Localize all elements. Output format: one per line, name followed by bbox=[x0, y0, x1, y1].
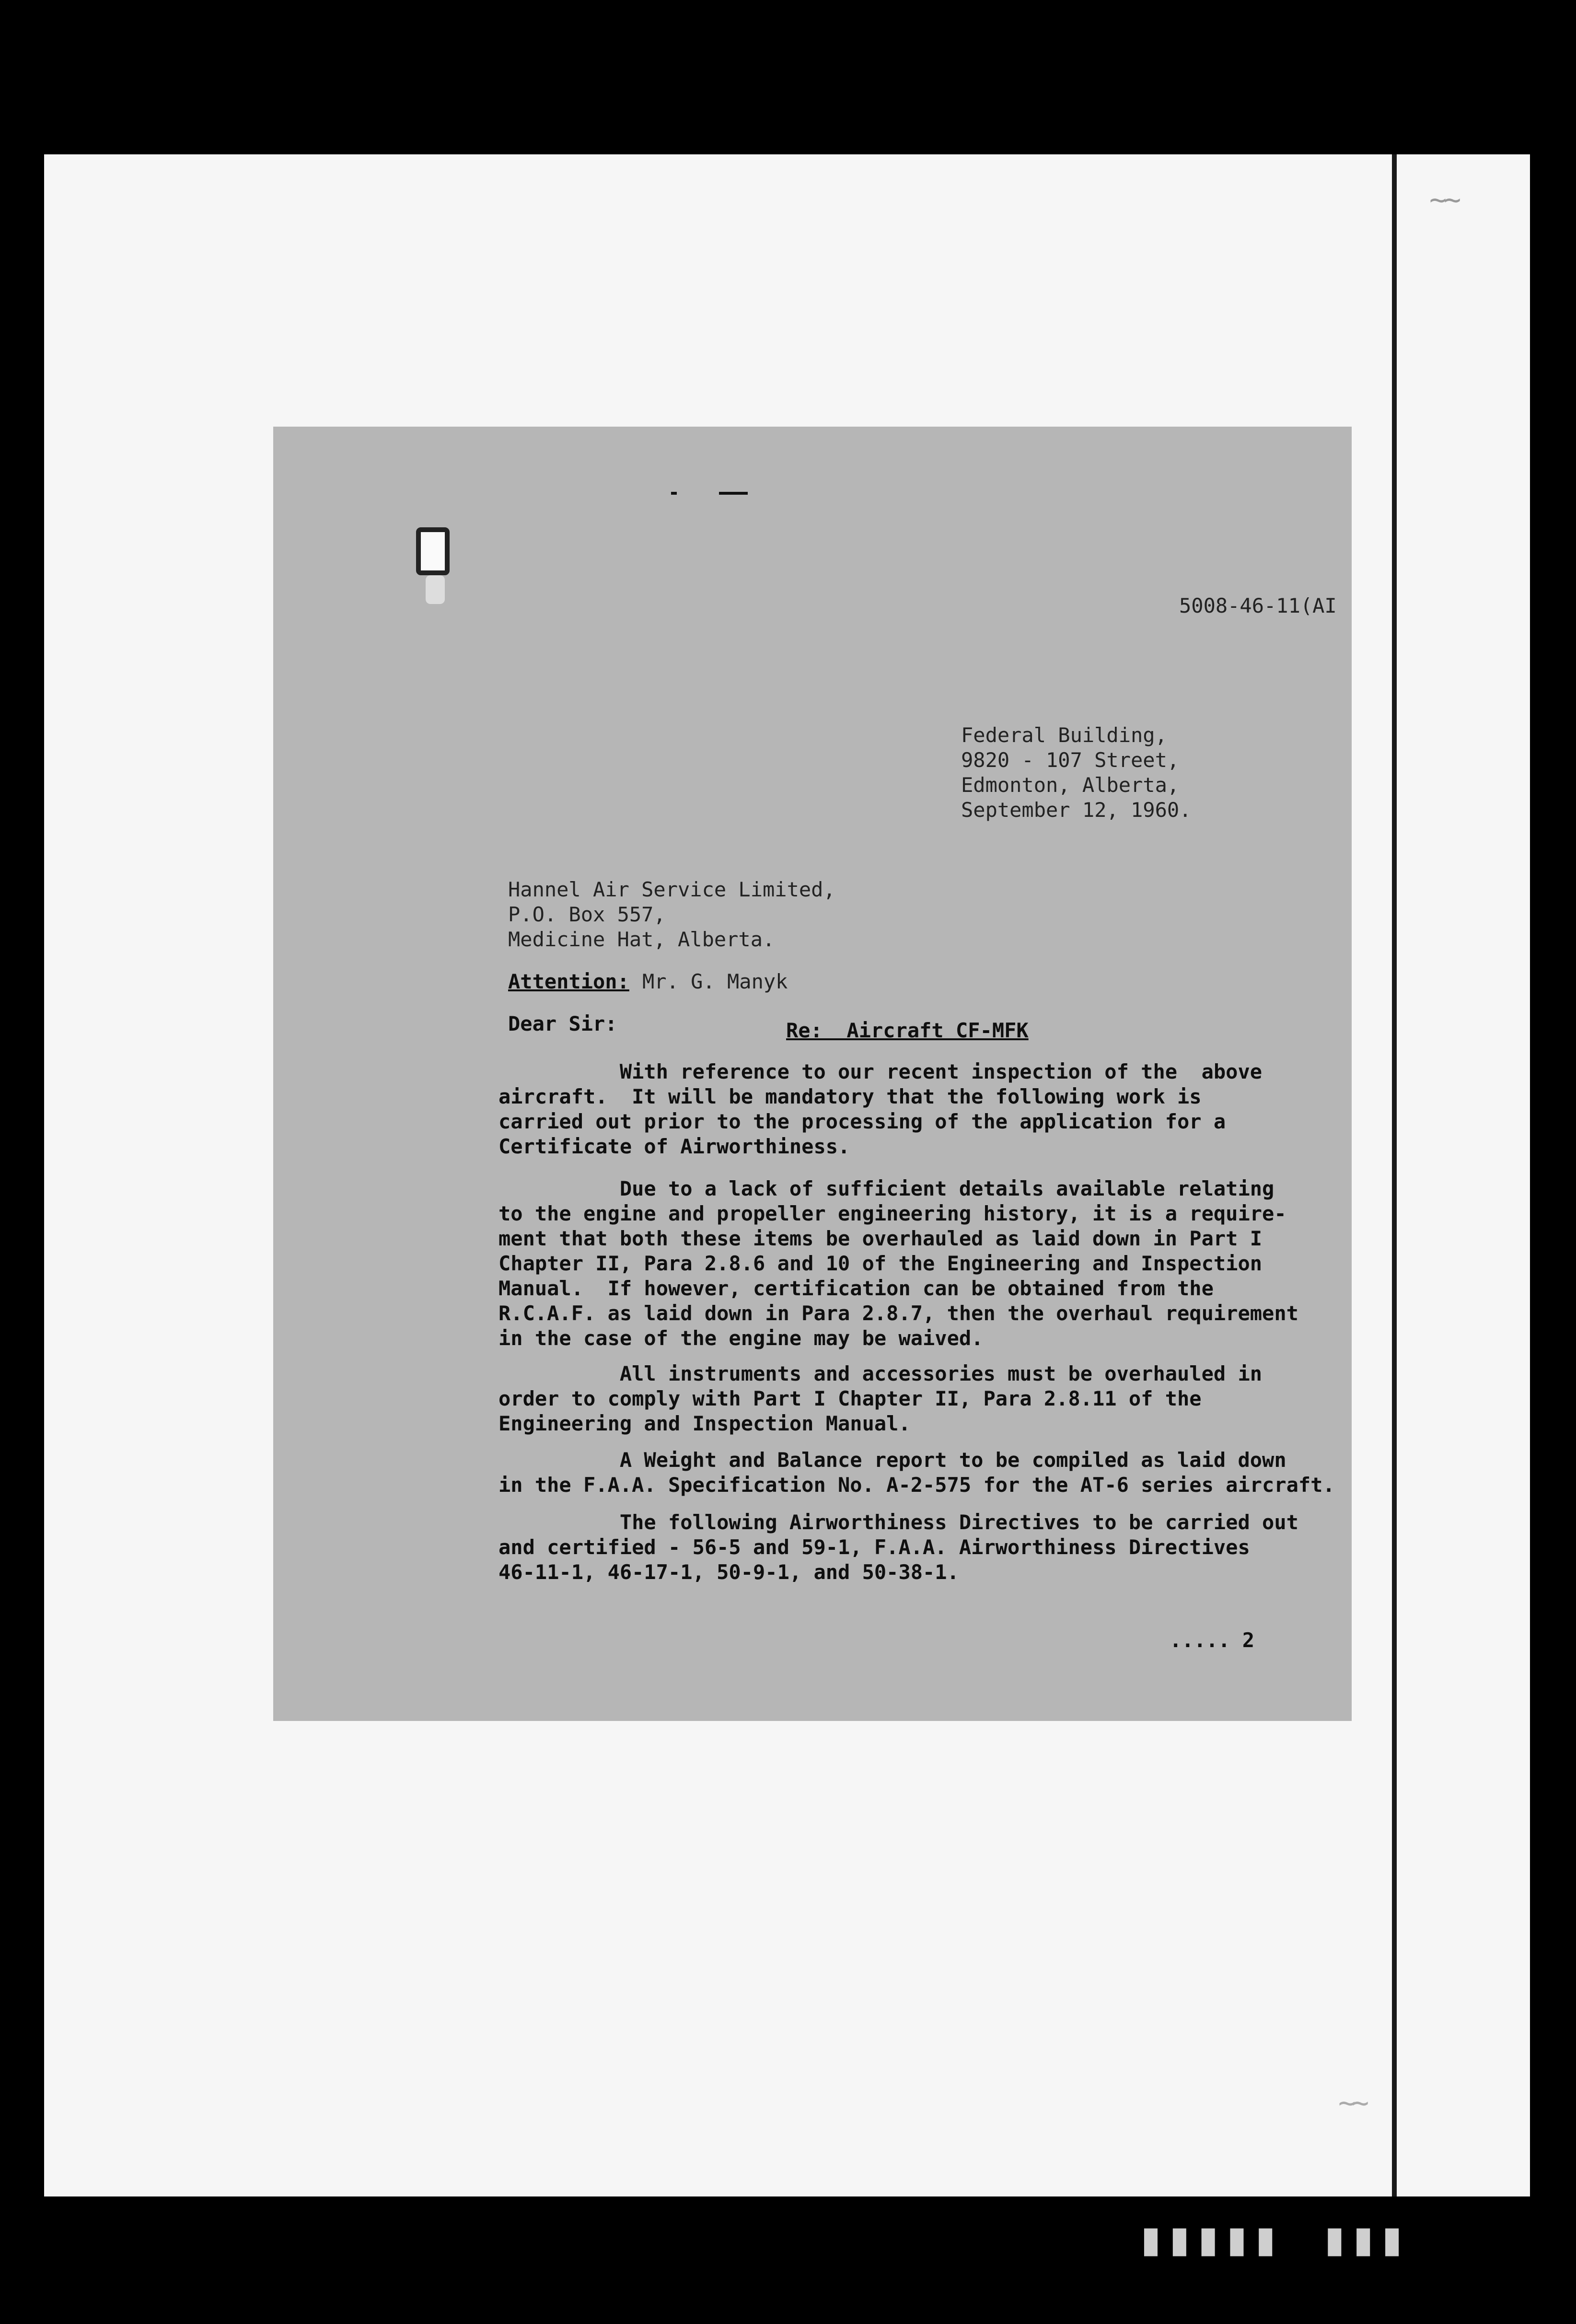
paragraph-line: Chapter II, Para 2.8.6 and 10 of the Engineering and Inspection bbox=[498, 1252, 1263, 1275]
punch-hole bbox=[416, 527, 450, 575]
paragraph-line: in the case of the engine may be waived. bbox=[498, 1326, 984, 1350]
paragraph-line: in the F.A.A. Specification No. A-2-575 for the AT-6 series aircraft. bbox=[498, 1473, 1335, 1497]
paper-mark bbox=[719, 492, 748, 495]
paragraph-line: With reference to our recent inspection of the above bbox=[498, 1060, 1263, 1083]
attention-label: Attention: bbox=[508, 970, 629, 993]
film-edge-mark: ▮▮▮▮▮ ▮▮▮ bbox=[1141, 2224, 1411, 2267]
paragraph-line: R.C.A.F. as laid down in Para 2.8.7, then the overhaul requirement bbox=[498, 1301, 1298, 1325]
paragraph-line: Due to a lack of sufficient details available relating bbox=[498, 1177, 1275, 1200]
attention-name: Mr. G. Manyk bbox=[642, 970, 788, 993]
letter-date: September 12, 1960. bbox=[961, 798, 1192, 822]
paragraph-line: All instruments and accessories must be overhauled in bbox=[498, 1362, 1263, 1385]
frame-smudge-mark: ~~ bbox=[1338, 2086, 1366, 2120]
sender-address-line: Edmonton, Alberta, bbox=[961, 773, 1180, 797]
paper-mark bbox=[671, 492, 677, 495]
sender-address-line: Federal Building, bbox=[961, 723, 1167, 747]
paragraph-line: to the engine and propeller engineering history, it is a require- bbox=[498, 1202, 1286, 1225]
paragraph-line: 46-11-1, 46-17-1, 50-9-1, and 50-38-1. bbox=[498, 1560, 959, 1584]
subject-line: Re: Aircraft CF-MFK bbox=[786, 1019, 1029, 1042]
paragraph-line: The following Airworthiness Directives to be carried out bbox=[498, 1511, 1298, 1534]
recipient-address-line: Medicine Hat, Alberta. bbox=[508, 928, 775, 951]
salutation: Dear Sir: bbox=[508, 1012, 617, 1035]
paragraph-line: carried out prior to the processing of the application for a bbox=[498, 1110, 1226, 1133]
paragraph-line: and certified - 56-5 and 59-1, F.A.A. Airworthiness Directives bbox=[498, 1535, 1250, 1559]
recipient-address-line: Hannel Air Service Limited, bbox=[508, 878, 835, 901]
paragraph-line: Certificate of Airworthiness. bbox=[498, 1135, 850, 1158]
sender-address-line: 9820 - 107 Street, bbox=[961, 748, 1180, 772]
page-continuation-marker: ..... 2 bbox=[1170, 1628, 1255, 1652]
paragraph-line: Manual. If however, certification can be obtained from the bbox=[498, 1277, 1214, 1300]
paragraph-line: A Weight and Balance report to be compiled as laid down bbox=[498, 1448, 1286, 1472]
punch-hole-shadow bbox=[426, 575, 445, 604]
paragraph-line: ment that both these items be overhauled as laid down in Part I bbox=[498, 1227, 1263, 1250]
frame-smudge-mark: ~~ bbox=[1429, 183, 1459, 217]
file-number: 5008-46-11(AI bbox=[1179, 594, 1337, 617]
paragraph-line: order to comply with Part I Chapter II, Para 2.8.11 of the bbox=[498, 1387, 1202, 1410]
recipient-address-line: P.O. Box 557, bbox=[508, 903, 666, 926]
paragraph-line: Engineering and Inspection Manual. bbox=[498, 1412, 911, 1435]
paragraph-line: aircraft. It will be mandatory that the following work is bbox=[498, 1085, 1202, 1108]
frame-divider-line bbox=[1392, 154, 1397, 2196]
